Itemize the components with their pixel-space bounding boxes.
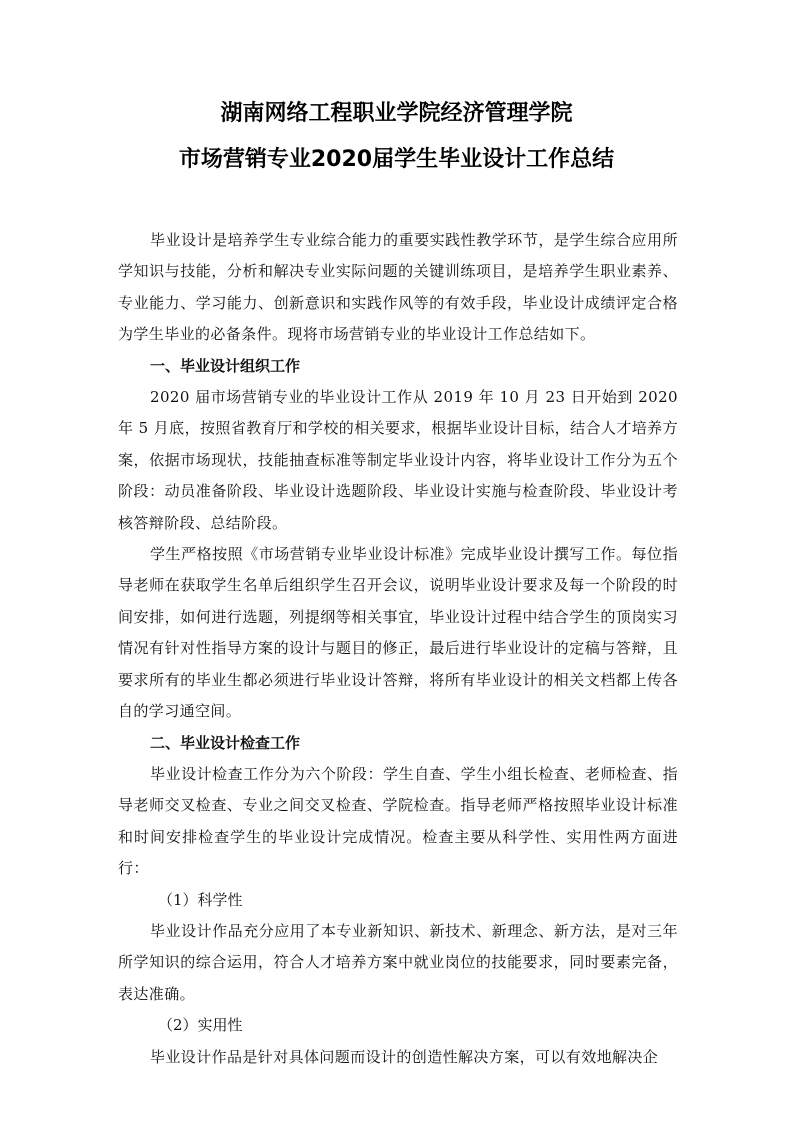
section2-heading: 二、毕业设计检查工作 — [150, 733, 301, 752]
subsection1-paragraph: 毕业设计作品充分应用了本专业新知识、新技术、新理念、新方法，是对三年所学知识的综合运用，符合人才培养方案中就业岗位的技能要求，同时要素完备，表达准确。 — [118, 921, 678, 1003]
document-title-line2: 市场营销专业2020届学生毕业设计工作总结 — [178, 147, 615, 172]
section1-heading: 一、毕业设计组织工作 — [150, 356, 301, 375]
section2-paragraph-1: 毕业设计检查工作分为六个阶段：学生自查、学生小组长检查、老师检查、指导老师交叉检查、专业之间交叉检查、学院检查。指导老师严格按照毕业设计标准和时间安排检查学生的毕业设计完成情况。检查主要从科学性、实用性两方面进行： — [118, 764, 678, 878]
intro-paragraph: 毕业设计是培养学生专业综合能力的重要实践性教学环节，是学生综合应用所学知识与技能，分析和解决专业实际问题的关键训练项目，是培养学生职业素养、专业能力、学习能力、创新意识和实践作风等的有效手段，毕业设计成绩评定合格为学生毕业的必备条件。现将市场营销专业的毕业设计工作总结如下。 — [118, 231, 678, 344]
section1-paragraph-2: 学生严格按照《市场营销专业毕业设计标准》完成毕业设计撰写工作。每位指导老师在获取学生名单后组织学生召开会议，说明毕业设计要求及每一个阶段的时间安排，如何进行选题，列提纲等相关事宜，毕业设计过程中结合学生的顶岗实习情况有针对性指导方案的设计与题目的修正，最后进行毕业设计的定稿与答辩，且要求所有的毕业生都必须进行毕业设计答辩，将所有毕业设计的相关文档都上传各自的学习通空间。 — [118, 545, 678, 721]
document-body — [118, 225, 678, 1073]
section1-paragraph-1: 2020 届市场营销专业的毕业设计工作从 2019 年 10 月 23 日开始到 2020 年 5 月底，按照省教育厅和学校的相关要求，根据毕业设计目标，结合人才培养方案，依据市场现状，技能抽查标准等制定毕业设计内容，将毕业设计工作分为五个阶段：动员准备阶段、毕业设计选题阶段、毕业设计实施与检查阶段、毕业设计考核答辩阶段、总结阶段。 — [118, 388, 678, 532]
subsection2-paragraph: 毕业设计作品是针对具体问题而设计的创造性解决方案，可以有效地解决企 — [150, 1047, 659, 1066]
subsection2-label: （2）实用性 — [158, 1016, 243, 1035]
subsection1-label: （1）科学性 — [158, 890, 243, 909]
document-title-line1: 湖南网络工程职业学院经济管理学院 — [220, 101, 573, 126]
